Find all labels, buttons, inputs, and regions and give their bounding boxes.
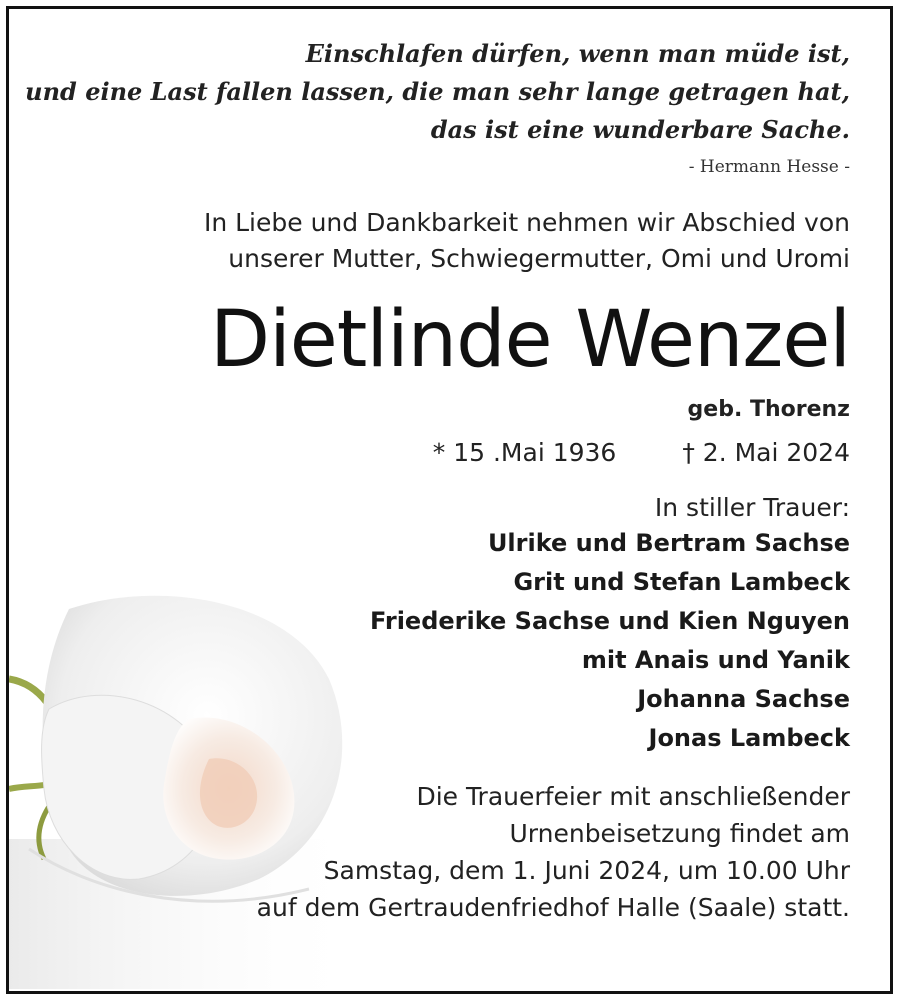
mourner-name: Ulrike und Bertram Sachse <box>487 529 850 557</box>
obituary-text <box>20 9 850 926</box>
quote-line: das ist eine wunderbare Sache. <box>430 115 850 144</box>
mourners-list <box>20 524 850 758</box>
service-line: auf dem Gertraudenfriedhof Halle (Saale) statt. <box>256 893 850 922</box>
quote-line: und eine Last fallen lassen, die man sehr lange getragen hat, <box>25 77 850 106</box>
life-dates <box>20 438 850 467</box>
quote-author: - Hermann Hesse - <box>688 157 850 177</box>
birth-name: geb. Thorenz <box>687 397 850 422</box>
mourner-name: mit Anais und Yanik <box>581 646 850 674</box>
service-line: Samstag, dem 1. Juni 2024, um 10.00 Uhr <box>323 856 850 885</box>
obituary-frame <box>6 6 893 994</box>
farewell-intro <box>20 205 850 277</box>
intro-line: In Liebe und Dankbarkeit nehmen wir Abschied von <box>203 208 850 237</box>
mourner-name: Friederike Sachse und Kien Nguyen <box>370 607 850 635</box>
deceased-name: Dietlinde Wenzel <box>210 295 850 385</box>
intro-line: unserer Mutter, Schwiegermutter, Omi und Uromi <box>228 244 850 273</box>
mourner-name: Johanna Sachse <box>637 685 850 713</box>
mourner-name: Grit und Stefan Lambeck <box>513 568 850 596</box>
service-line: Urnenbeisetzung findet am <box>509 819 850 848</box>
mourning-heading: In stiller Trauer: <box>654 493 850 522</box>
quote-line: Einschlafen dürfen, wenn man müde ist, <box>305 39 850 68</box>
hesse-quote <box>20 35 850 149</box>
death-date: † 2. Mai 2024 <box>682 438 850 467</box>
birth-date: * 15 .Mai 1936 <box>432 438 617 467</box>
funeral-service-info <box>20 778 850 926</box>
mourner-name: Jonas Lambeck <box>648 724 850 752</box>
service-line: Die Trauerfeier mit anschließender <box>416 782 850 811</box>
